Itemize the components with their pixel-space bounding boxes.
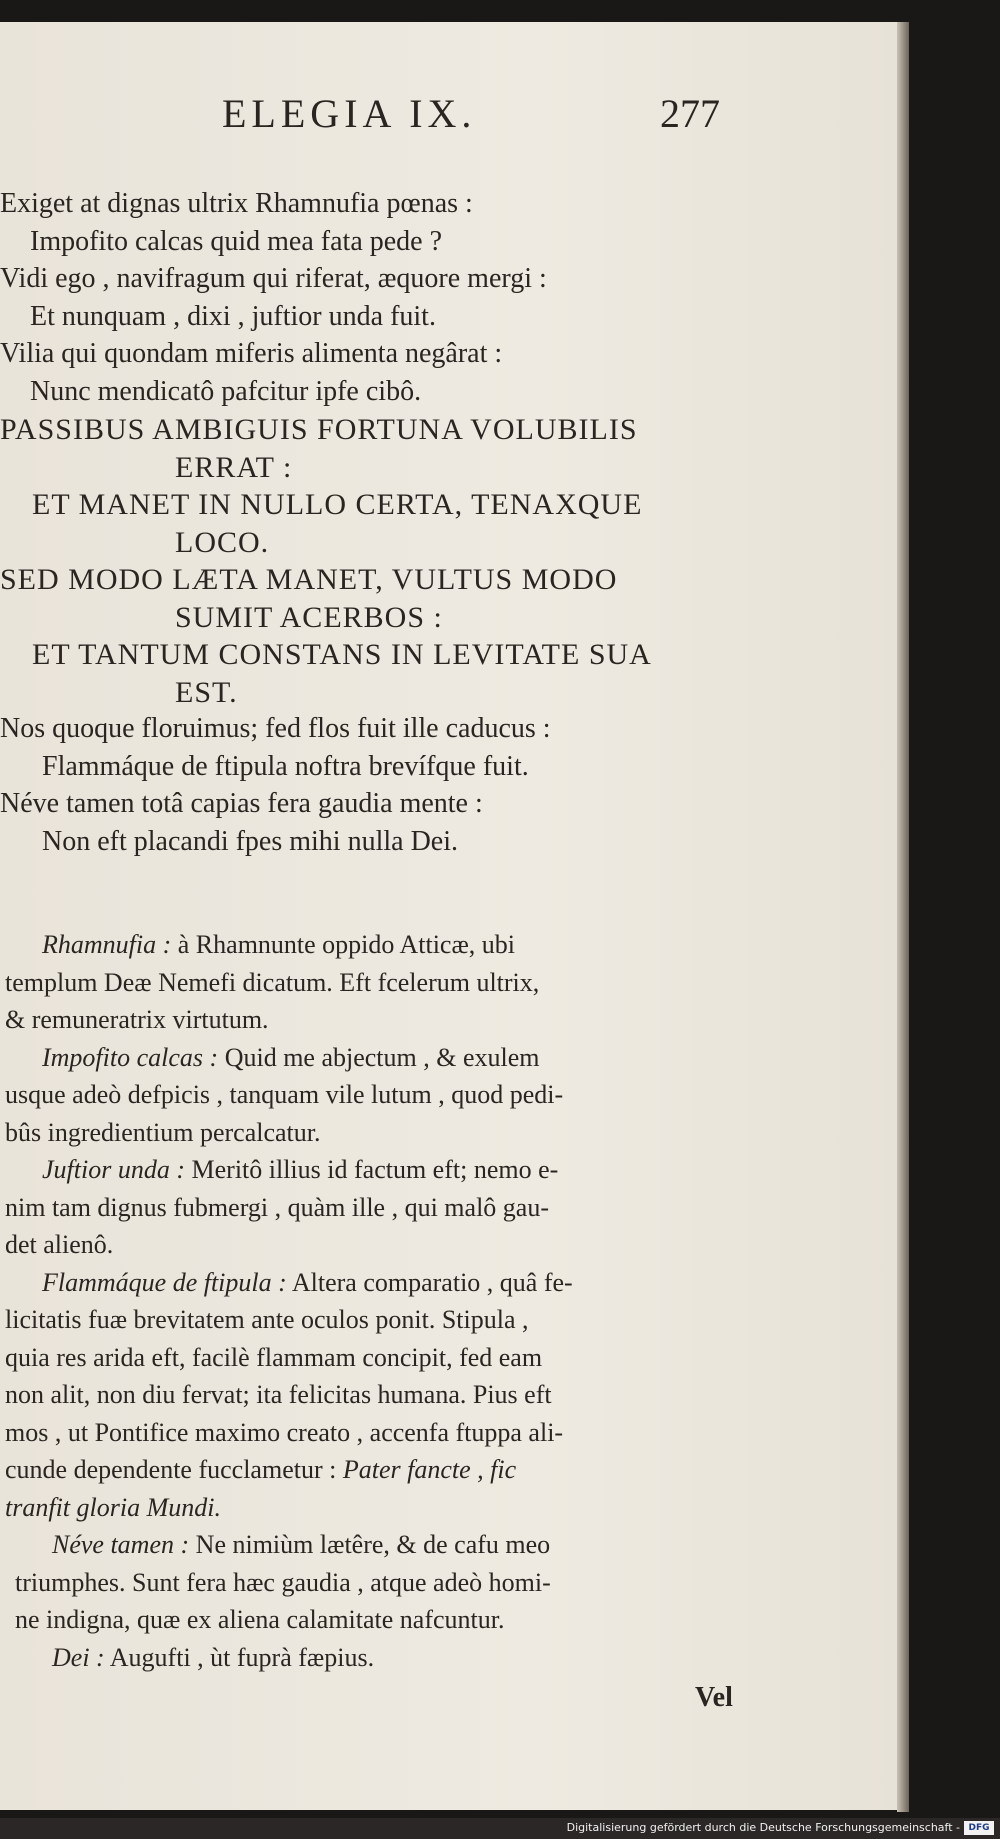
note-line: Néve tamen : Ne nimiùm lætêre, & de cafu meo — [52, 1530, 551, 1559]
verse-line: Impofito calcas quid mea fata pede ? — [30, 226, 443, 257]
catchword: Vel — [695, 1682, 733, 1713]
verse-line: Nos quoque floruimus; fed flos fuit ille caducus : — [0, 713, 551, 744]
note-line: Flammáque de ftipula : Altera comparatio , quâ fe- — [42, 1268, 573, 1297]
caps-verse-line: EST. — [175, 676, 238, 709]
verse-line: Néve tamen totâ capias fera gaudia mente : — [0, 788, 483, 819]
note-line: cunde dependente fucclametur : Pater fancte , fic — [5, 1455, 517, 1484]
caps-verse-line: ET MANET IN NULLO CERTA, TENAXQUE — [32, 488, 643, 521]
verse-line: Non eft placandi fpes mihi nulla Dei. — [42, 826, 458, 857]
verse-line: Flammáque de ftipula noftra brevífque fuit. — [42, 751, 529, 782]
note-line: templum Deæ Nemefi dicatum. Eft fcelerum ultrix, — [5, 968, 540, 997]
note-line: mos , ut Pontifice maximo creato , accenfa ftuppa ali- — [5, 1418, 564, 1447]
verse-line: Vilia qui quondam miferis alimenta negârat : — [0, 338, 503, 369]
note-line: nim tam dignus fubmergi , quàm ille , qui malô gau- — [5, 1193, 549, 1222]
note-line: Dei : Augufti , ùt fuprà fæpius. — [52, 1643, 375, 1672]
verse-line: Et nunquam , dixi , juftior unda fuit. — [30, 301, 436, 332]
caps-verse-line: LOCO. — [175, 526, 270, 559]
note-line: ne indigna, quæ ex aliena calamitate nafcuntur. — [15, 1605, 505, 1634]
note-line: tranfit gloria Mundi. — [5, 1493, 221, 1522]
note-line: & remuneratrix virtutum. — [5, 1005, 269, 1034]
verse-line: Nunc mendicatô pafcitur ipfe cibô. — [30, 376, 422, 407]
note-line: usque adeò defpicis , tanquam vile lutum , quod pedi- — [5, 1080, 564, 1109]
caps-verse-line: PASSIBUS AMBIGUIS FORTUNA VOLUBILIS — [0, 413, 638, 446]
book-page — [0, 22, 900, 1810]
footer-credit: Digitalisierung gefördert durch die Deutsche Forschungsgemeinschaft - — [566, 1821, 960, 1834]
caps-verse-line: SUMIT ACERBOS : — [175, 601, 443, 634]
note-line: Juftior unda : Meritô illius id factum eft; nemo e- — [42, 1155, 559, 1184]
caps-verse-line: SED MODO LÆTA MANET, VULTUS MODO — [0, 563, 618, 596]
note-line: Rhamnufia : à Rhamnunte oppido Atticæ, ubi — [42, 930, 516, 959]
page-edge — [897, 22, 909, 1812]
verse-line: Vidi ego , navifragum qui riferat, æquore mergi : — [0, 263, 547, 294]
dfg-logo: DFG — [964, 1821, 994, 1835]
caps-verse-line: ET TANTUM CONSTANS IN LEVITATE SUA — [32, 638, 652, 671]
note-line: Impofito calcas : Quid me abjectum , & exulem — [42, 1043, 540, 1072]
note-line: triumphes. Sunt fera hæc gaudia , atque adeò homi- — [15, 1568, 551, 1597]
note-line: det alienô. — [5, 1230, 114, 1259]
page-number: 277 — [660, 91, 720, 136]
verse-line: Exiget at dignas ultrix Rhamnufia pœnas : — [0, 188, 473, 219]
note-line: non alit, non diu fervat; ita felicitas humana. Pius eft — [5, 1380, 552, 1409]
note-line: licitatis fuæ brevitatem ante oculos ponit. Stipula , — [5, 1305, 529, 1334]
note-line: bûs ingredientium percalcatur. — [5, 1118, 321, 1147]
running-title: ELEGIA IX. — [222, 91, 477, 136]
caps-verse-line: ERRAT : — [175, 451, 293, 484]
note-line: quia res arida eft, facilè flammam concipit, fed eam — [5, 1343, 543, 1372]
